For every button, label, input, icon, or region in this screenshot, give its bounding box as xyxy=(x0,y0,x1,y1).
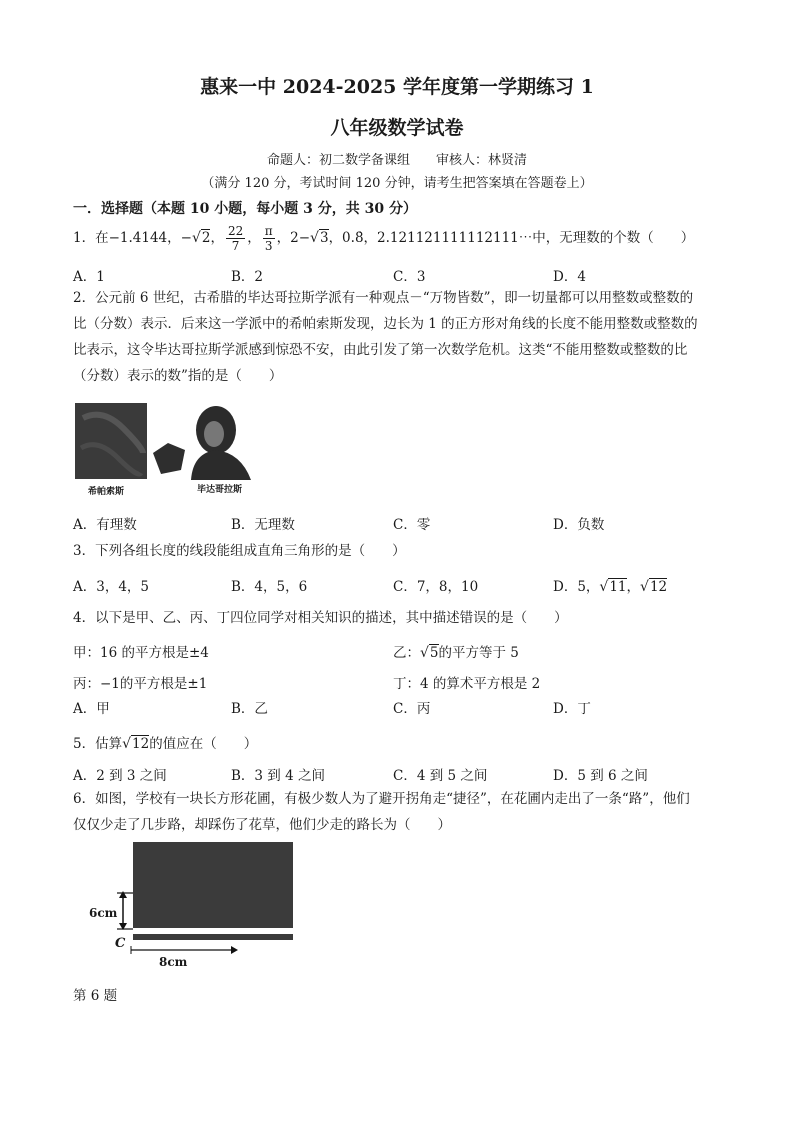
frac-denominator: 3 xyxy=(264,239,273,253)
frac-denominator: 7 xyxy=(231,239,240,253)
q4-yi-pre: 乙： xyxy=(393,645,420,661)
q2-option-c: C．零 xyxy=(393,517,431,533)
question-3: 3．下列各组长度的线段能组成直角三角形的是（ ） xyxy=(73,543,406,559)
exam-title: 惠来一中 2024-2025 学年度第一学期练习 1 xyxy=(200,76,594,98)
question-4: 4．以下是甲、乙、丙、丁四位同学对相关知识的描述，其中描述错误的是（ ） xyxy=(73,610,568,626)
q4-statement-yi xyxy=(393,641,519,661)
q1-text-mid: ，2− xyxy=(276,230,311,246)
q5-option-b: B．3 到 4 之间 xyxy=(231,768,325,784)
label-6cm: 6cm xyxy=(89,906,118,920)
q2-line: 比表示，这令毕达哥拉斯学派感到惊恐不安，由此引发了第一次数学危机。这类“不能用整数或整数的比 xyxy=(73,342,688,358)
q3-d-radicand-1: 11 xyxy=(609,579,627,595)
q1-fraction-1 xyxy=(226,224,245,253)
q6-line: 6．如图，学校有一块长方形花圃，有极少数人为了避开拐角走“捷径”，在花圃内走出了一条“路”，他们 xyxy=(73,791,690,807)
q4-yi-post: 的平方等于 5 xyxy=(438,645,519,661)
q5-radicand: 12 xyxy=(132,736,150,752)
q1-text-rest: ，0. xyxy=(328,230,355,246)
q6-figure xyxy=(73,836,303,976)
q1-radicand-1: 2 xyxy=(201,230,211,246)
q3-option-c: C．7，8，10 xyxy=(393,579,479,595)
q4-option-a: A．甲 xyxy=(73,701,110,717)
q1-option-d: D．4 xyxy=(553,269,586,285)
q5-pre: 5．估算 xyxy=(73,736,123,752)
q5-option-d: D．5 到 6 之间 xyxy=(553,768,648,784)
q1-radicand-2: 3 xyxy=(319,230,329,246)
q1-repeating-digit: 8̇ xyxy=(354,230,364,246)
question-1: 1．在−1.4144，−√2， $\frac{22}{7}$ ， $\frac{\pi}{3}$ ，2−√3，0.8̇，2.121121111112111⋯中，无理数的个数（ ） xyxy=(73,224,695,253)
frac-numerator: π xyxy=(264,224,273,238)
q4-option-d: D．丁 xyxy=(553,701,591,717)
q1-option-b: B．2 xyxy=(231,269,264,285)
question-2 xyxy=(73,285,723,389)
sqrt-symbol: √ xyxy=(191,230,201,246)
question-6 xyxy=(73,786,723,838)
figure-label-hippasus: 希帕索斯 xyxy=(88,487,125,497)
q2-option-b: B．无理数 xyxy=(231,517,295,533)
label-8cm: 8cm xyxy=(159,955,188,969)
figure-caption: 第 6 题 xyxy=(73,988,118,1004)
q5-option-a: A．2 到 3 之间 xyxy=(73,768,167,784)
q1-fraction-2 xyxy=(263,224,275,253)
q4-statement-bing: 丙：−1的平方根是±1 xyxy=(73,676,208,692)
q4-option-b: B．乙 xyxy=(231,701,268,717)
sqrt-symbol: √ xyxy=(310,230,319,246)
q4-statement-jia: 甲：16 的平方根是±4 xyxy=(73,645,209,661)
q1-text-pre: 1．在−1.4144，− xyxy=(73,230,192,246)
q3-option-d: D．5，√11，√12 xyxy=(553,579,668,595)
q6-line: 仅仅少走了几步路，却踩伤了花草，他们少走的路长为（ ） xyxy=(73,817,451,833)
q4-option-c: C．丙 xyxy=(393,701,431,717)
q1-option-a: A．1 xyxy=(73,269,105,285)
frac-numerator: 22 xyxy=(227,224,244,238)
q2-option-a: A．有理数 xyxy=(73,517,137,533)
label-c: C xyxy=(115,936,126,951)
sqrt-symbol: √ xyxy=(640,579,649,595)
q3-d-pre: D．5， xyxy=(553,579,600,595)
exam-subtitle: 八年级数学试卷 xyxy=(330,117,464,139)
q3-option-a: A．3，4，5 xyxy=(73,579,150,595)
q1-option-c: C．3 xyxy=(393,269,426,285)
exam-note: （满分 120 分，考试时间 120 分钟，请考生把答案填在答题卷上） xyxy=(201,176,593,191)
q1-text-tail: ，2.121121111112111⋯中，无理数的个数（ ） xyxy=(363,230,695,246)
q5-post: 的值应在（ ） xyxy=(149,736,258,752)
sqrt-symbol: √ xyxy=(599,579,609,595)
q2-line: （分数）表示的数”指的是（ ） xyxy=(73,368,283,384)
figure-label-pythagoras: 毕达哥拉斯 xyxy=(197,485,243,495)
q4-yi-radicand: 5 xyxy=(429,645,439,661)
q5-option-c: C．4 到 5 之间 xyxy=(393,768,488,784)
section-heading: 一．选择题（本题 10 小题，每小题 3 分，共 30 分） xyxy=(73,201,417,217)
q4-statement-ding: 丁：4 的算术平方根是 2 xyxy=(393,676,541,692)
exam-authors: 命题人：初二数学备课组 审核人：林贤清 xyxy=(266,153,527,168)
q2-line: 比（分数）表示．后来这一学派中的希帕索斯发现，边长为 1 的正方形对角线的长度不能用整数或整数的 xyxy=(73,316,698,332)
sqrt-symbol: √ xyxy=(122,736,132,752)
q2-line: 2．公元前 6 世纪，古希腊的毕达哥拉斯学派有一种观点－“万物皆数”，即一切量都可以用整数或整数的 xyxy=(73,290,694,306)
q2-figure xyxy=(73,398,255,500)
q3-d-radicand-2: 12 xyxy=(649,579,668,595)
question-5 xyxy=(73,732,257,752)
q2-option-d: D．负数 xyxy=(553,517,605,533)
sqrt-symbol: √ xyxy=(420,645,429,661)
q3-option-b: B．4，5，6 xyxy=(231,579,308,595)
